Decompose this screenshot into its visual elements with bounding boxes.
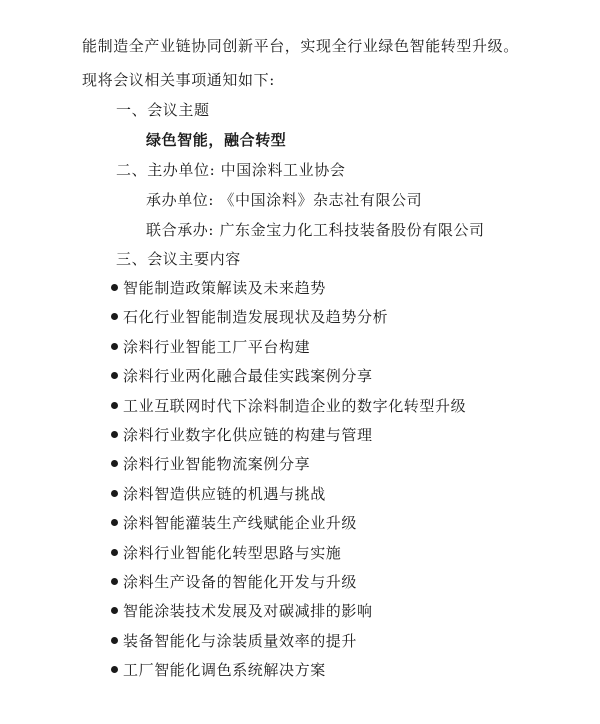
list-item	[111, 572, 357, 592]
list-item	[111, 454, 310, 474]
host-row	[146, 190, 422, 210]
organizer-row	[116, 160, 345, 180]
list-item-text: 工厂智能化调色系统解决方案	[123, 661, 326, 680]
list-item	[111, 631, 357, 651]
bullet-dot-icon	[111, 637, 118, 644]
bullet-dot-icon	[111, 666, 118, 673]
bullet-dot-icon	[111, 372, 118, 379]
bullet-dot-icon	[111, 607, 118, 614]
organizer-value: 中国涂料工业协会	[220, 161, 346, 179]
list-item-text: 装备智能化与涂装质量效率的提升	[123, 631, 358, 650]
list-item	[111, 278, 326, 298]
bullet-dot-icon	[111, 402, 118, 409]
list-item	[111, 307, 388, 327]
list-item-text: 涂料智造供应链的机遇与挑战	[123, 484, 326, 503]
list-item	[111, 513, 357, 533]
list-item-text: 智能制造政策解读及未来趋势	[123, 279, 326, 297]
list-item-text: 涂料行业智能物流案例分享	[123, 455, 311, 474]
section-1-heading: 一、会议主题	[116, 101, 210, 119]
list-item-text: 涂料行业智能化转型思路与实施	[123, 543, 342, 562]
list-item	[111, 601, 373, 621]
list-item-text: 工业互联网时代下涂料制造企业的数字化转型升级	[123, 396, 467, 415]
list-item-text: 涂料行业智能工厂平台构建	[123, 337, 311, 356]
host-value: 《中国涂料》杂志社有限公司	[219, 191, 423, 209]
list-item	[111, 425, 373, 445]
list-item	[111, 484, 326, 504]
list-item-text: 涂料行业两化融合最佳实践案例分享	[123, 367, 373, 386]
bullet-dot-icon	[111, 549, 118, 556]
co-host-value: 广东金宝力化工科技装备股份有限公司	[219, 221, 485, 239]
meeting-theme: 绿色智能，融合转型	[146, 131, 287, 149]
list-item	[111, 366, 373, 386]
intro-line-2: 现将会议相关事项通知如下:	[82, 71, 275, 89]
list-item-text: 智能涂装技术发展及对碳减排的影响	[123, 602, 373, 621]
bullet-dot-icon	[111, 431, 118, 438]
bullet-dot-icon	[111, 284, 118, 291]
list-item-text: 涂料行业数字化供应链的构建与管理	[123, 426, 373, 444]
bullet-dot-icon	[111, 313, 118, 320]
list-item-text: 涂料生产设备的智能化开发与升级	[123, 573, 358, 591]
list-item-text: 涂料智能灌装生产线赋能企业升级	[123, 514, 358, 533]
list-item	[111, 337, 310, 357]
list-item-text: 石化行业智能制造发展现状及趋势分析	[123, 308, 389, 327]
list-item	[111, 660, 326, 680]
intro-line-1: 能制造全产业链协同创新平台，实现全行业绿色智能转型升级。	[82, 37, 519, 55]
section-3-heading: 三、会议主要内容	[116, 250, 241, 268]
co-host-row	[146, 220, 485, 240]
host-label: 承办单位:	[146, 191, 215, 209]
bullet-dot-icon	[111, 343, 118, 350]
list-item	[111, 396, 466, 416]
co-host-label: 联合承办:	[146, 221, 215, 239]
list-item	[111, 543, 341, 563]
bullet-dot-icon	[111, 460, 118, 467]
organizer-label: 二、主办单位:	[116, 161, 216, 179]
bullet-dot-icon	[111, 578, 118, 585]
bullet-dot-icon	[111, 519, 118, 526]
bullet-dot-icon	[111, 490, 118, 497]
